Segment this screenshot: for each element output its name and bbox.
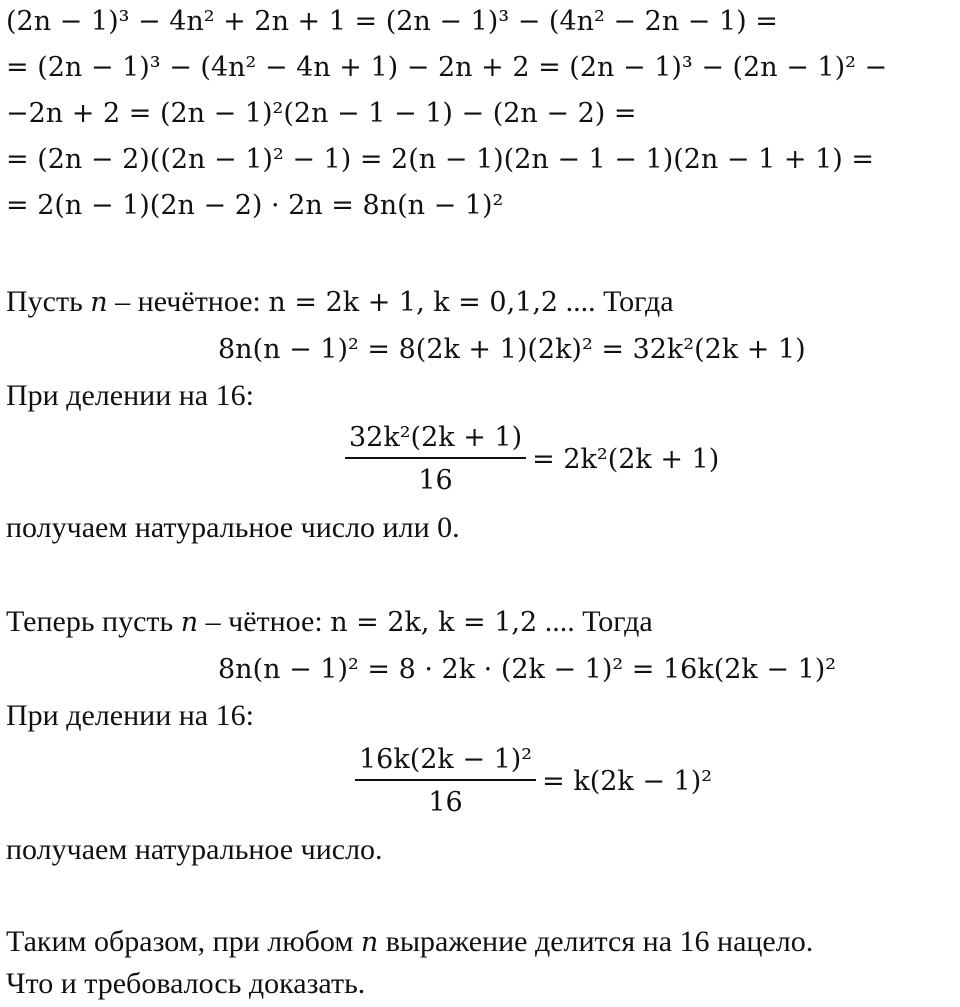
even-intro-text-1: Теперь пусть (6, 605, 181, 638)
even-intro-math: n = 2k, k = 1,2 (330, 607, 538, 638)
final-statement (6, 926, 813, 959)
final-text-1: Таким образом, при любом (6, 925, 361, 958)
derivation-line-4: = (2n − 2)((2n − 1)² − 1) = 2(n − 1)(2n − 1 − 1)(2n − 1 + 1) = (6, 144, 874, 175)
odd-fraction-result: = 2k²(2k + 1) (532, 443, 720, 475)
even-division-label: При делении на 16: (6, 699, 254, 732)
odd-intro-text-3: .... Тогда (558, 285, 674, 318)
odd-fraction-body (345, 422, 526, 496)
derivation-line-2: = (2n − 1)³ − (4n² − 4n + 1) − 2n + 2 = (2n − 1)³ − (2n − 1)² − (6, 52, 888, 83)
even-intro-text-2: – чётное: (198, 605, 331, 638)
even-intro-var: n (180, 607, 199, 638)
odd-intro-text-2: – нечётное: (107, 285, 269, 318)
odd-case-intro (6, 286, 674, 319)
even-fraction-result: = k(2k − 1)² (542, 765, 713, 797)
odd-intro-text-1: Пусть (6, 285, 91, 318)
odd-intro-var: n (90, 287, 108, 318)
even-fraction-numerator: 16k(2k − 1)² (359, 744, 533, 775)
even-fraction (355, 744, 712, 818)
odd-intro-math: n = 2k + 1, k = 0,1,2 (268, 287, 559, 318)
odd-fraction-denominator: 16 (418, 465, 453, 496)
odd-case-equation: 8n(n − 1)² = 8(2k + 1)(2k)² = 32k²(2k + 1) (218, 334, 806, 365)
derivation-line-5: = 2(n − 1)(2n − 2) · 2n = 8n(n − 1)² (6, 190, 504, 221)
qed-statement: Что и требовалось доказать. (6, 967, 366, 1000)
odd-fraction-numerator: 32k²(2k + 1) (349, 422, 523, 453)
even-intro-text-3: .... Тогда (537, 605, 653, 638)
derivation-line-1: (2n − 1)³ − 4n² + 2n + 1 = (2n − 1)³ − (4n² − 2n − 1) = (6, 6, 778, 37)
final-var: n (360, 927, 379, 958)
even-fraction-body (355, 744, 536, 818)
odd-division-label: При делении на 16: (6, 379, 254, 412)
even-fraction-denominator: 16 (428, 787, 463, 818)
odd-fraction (345, 422, 719, 496)
odd-conclusion: получаем натуральное число или 0. (6, 511, 460, 544)
even-case-equation: 8n(n − 1)² = 8 · 2k · (2k − 1)² = 16k(2k − 1)² (218, 654, 837, 685)
even-conclusion: получаем натуральное число. (6, 833, 383, 866)
even-case-intro (6, 606, 653, 639)
derivation-line-3: −2n + 2 = (2n − 1)²(2n − 1 − 1) − (2n − 2) = (6, 98, 637, 129)
final-text-2: выражение делится на 16 нацело. (378, 925, 814, 958)
